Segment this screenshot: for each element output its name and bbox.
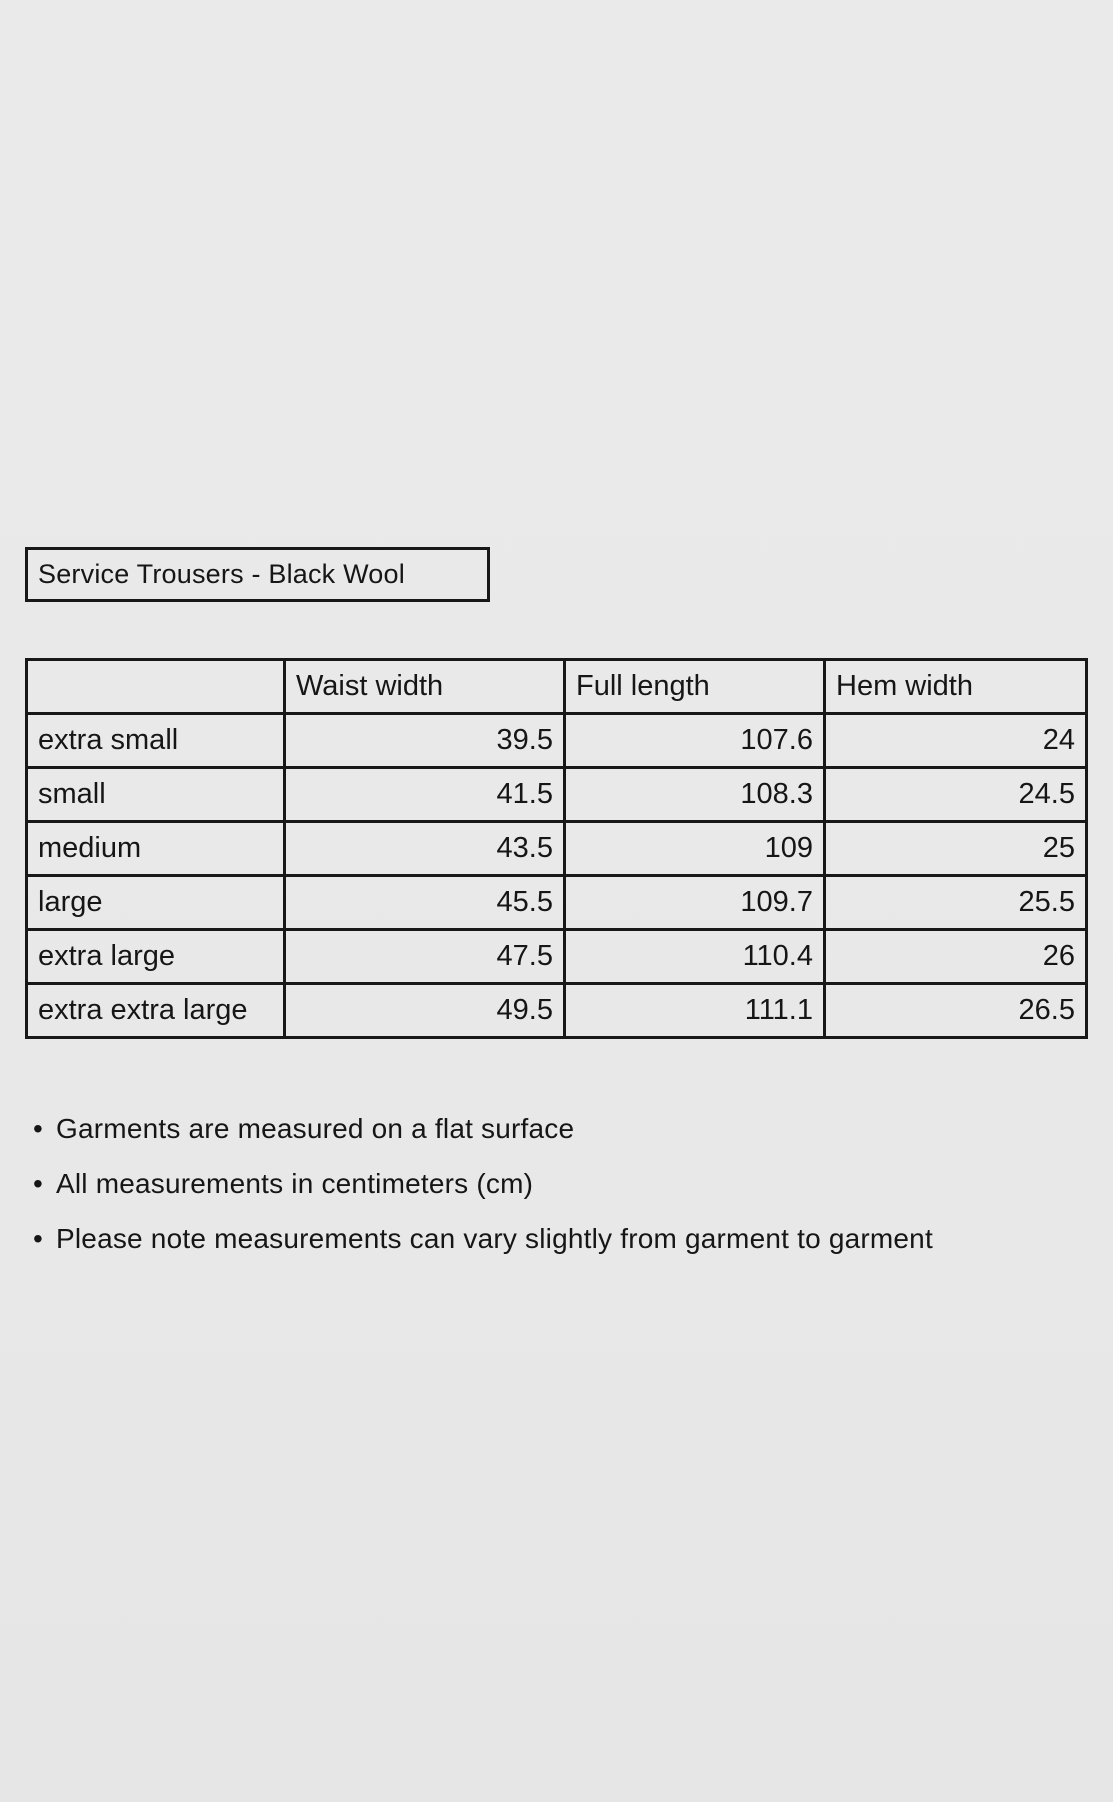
note-text: All measurements in centimeters (cm) <box>56 1168 534 1199</box>
table-row-extra-large <box>27 930 1087 984</box>
bullet-icon: • <box>33 1113 44 1144</box>
bullet-icon: • <box>33 1223 44 1254</box>
full-length-cell: 108.3 <box>565 768 825 822</box>
product-title-box <box>25 547 490 602</box>
size-label-cell: large <box>27 876 285 930</box>
hem-width-cell: 24 <box>825 714 1087 768</box>
waist-width-cell: 39.5 <box>285 714 565 768</box>
header-hem-width: Hem width <box>825 660 1087 714</box>
table-row-extra-extra-large <box>27 984 1087 1038</box>
table-row-medium <box>27 822 1087 876</box>
size-label-cell: medium <box>27 822 285 876</box>
size-label-cell: small <box>27 768 285 822</box>
full-length-cell: 111.1 <box>565 984 825 1038</box>
size-table <box>25 658 1088 1039</box>
note-text: Please note measurements can vary slightly from garment to garment <box>56 1223 933 1254</box>
note-item-variation <box>33 1222 933 1255</box>
full-length-cell: 109.7 <box>565 876 825 930</box>
waist-width-cell: 45.5 <box>285 876 565 930</box>
bullet-icon: • <box>33 1168 44 1199</box>
header-waist-width: Waist width <box>285 660 565 714</box>
table-row-small <box>27 768 1087 822</box>
full-length-cell: 110.4 <box>565 930 825 984</box>
note-text: Garments are measured on a flat surface <box>56 1113 575 1144</box>
waist-width-cell: 49.5 <box>285 984 565 1038</box>
size-table-header-row <box>27 660 1087 714</box>
hem-width-cell: 26 <box>825 930 1087 984</box>
note-item-centimeters <box>33 1167 933 1200</box>
hem-width-cell: 26.5 <box>825 984 1087 1038</box>
hem-width-cell: 25.5 <box>825 876 1087 930</box>
measurement-notes <box>33 1112 933 1277</box>
full-length-cell: 107.6 <box>565 714 825 768</box>
note-item-flat-surface <box>33 1112 933 1145</box>
table-row-large <box>27 876 1087 930</box>
size-label-cell: extra extra large <box>27 984 285 1038</box>
waist-width-cell: 47.5 <box>285 930 565 984</box>
size-label-cell: extra small <box>27 714 285 768</box>
table-row-extra-small <box>27 714 1087 768</box>
full-length-cell: 109 <box>565 822 825 876</box>
size-label-cell: extra large <box>27 930 285 984</box>
header-size-cell <box>27 660 285 714</box>
hem-width-cell: 25 <box>825 822 1087 876</box>
waist-width-cell: 43.5 <box>285 822 565 876</box>
product-title: Service Trousers - Black Wool <box>38 559 405 589</box>
waist-width-cell: 41.5 <box>285 768 565 822</box>
hem-width-cell: 24.5 <box>825 768 1087 822</box>
header-full-length: Full length <box>565 660 825 714</box>
